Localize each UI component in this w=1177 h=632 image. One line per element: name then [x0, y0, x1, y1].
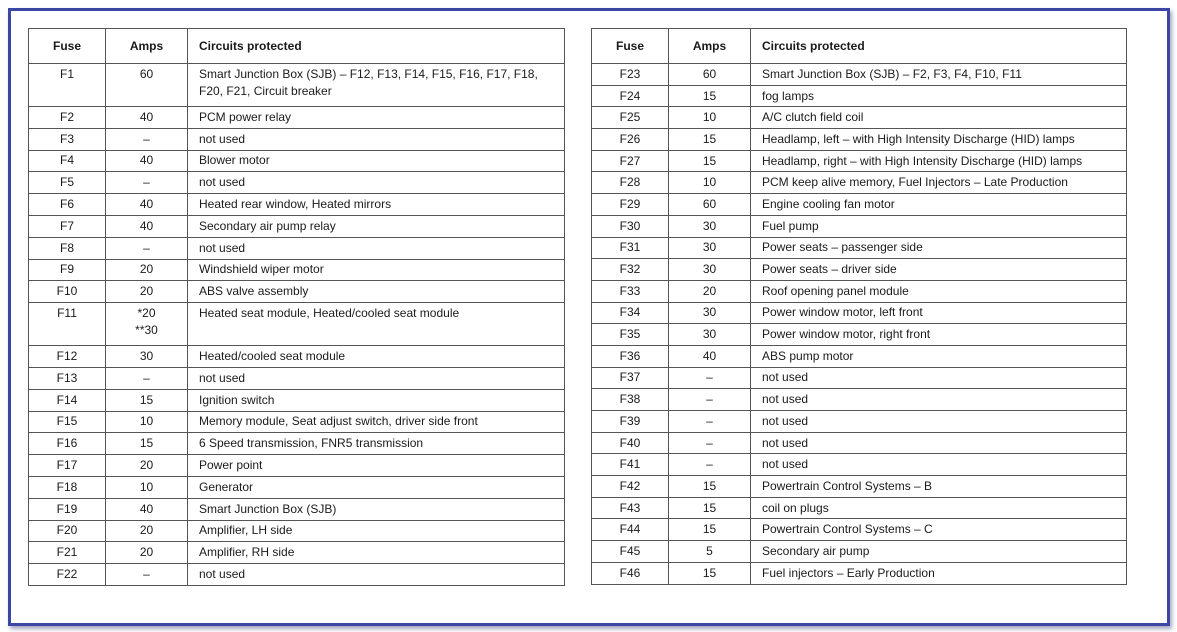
cell-amps: 40 — [106, 107, 188, 129]
cell-amps: – — [106, 128, 188, 150]
cell-circuits: Blower motor — [188, 150, 565, 172]
cell-amps: 15 — [669, 85, 751, 107]
cell-fuse: F38 — [592, 389, 669, 411]
fuse-table-left — [28, 28, 565, 586]
cell-amps: 15 — [669, 497, 751, 519]
table-header-row — [592, 29, 1127, 64]
cell-circuits: Heated seat module, Heated/cooled seat module — [188, 303, 565, 346]
table-row — [592, 107, 1127, 129]
cell-fuse: F37 — [592, 367, 669, 389]
cell-fuse: F14 — [29, 389, 106, 411]
cell-circuits: Smart Junction Box (SJB) – F2, F3, F4, F10, F11 — [751, 64, 1127, 86]
table-row — [592, 411, 1127, 433]
cell-fuse: F19 — [29, 498, 106, 520]
cell-fuse: F36 — [592, 345, 669, 367]
table-row — [592, 519, 1127, 541]
cell-fuse: F29 — [592, 194, 669, 216]
cell-amps: 15 — [669, 519, 751, 541]
cell-circuits: Fuel pump — [751, 215, 1127, 237]
cell-amps: 15 — [669, 562, 751, 584]
table-row — [29, 367, 565, 389]
cell-circuits: Memory module, Seat adjust switch, driver side front — [188, 411, 565, 433]
cell-fuse: F20 — [29, 520, 106, 542]
table-row — [29, 194, 565, 216]
cell-fuse: F43 — [592, 497, 669, 519]
table-row — [592, 324, 1127, 346]
cell-fuse: F45 — [592, 541, 669, 563]
table-header-row — [29, 29, 565, 64]
cell-fuse: F6 — [29, 194, 106, 216]
cell-fuse: F39 — [592, 411, 669, 433]
fuse-table-right — [591, 28, 1127, 585]
table-row — [592, 259, 1127, 281]
cell-amps: 20 — [669, 280, 751, 302]
cell-fuse: F1 — [29, 64, 106, 107]
cell-amps: 15 — [669, 129, 751, 151]
cell-circuits: fog lamps — [751, 85, 1127, 107]
cell-circuits: Power seats – passenger side — [751, 237, 1127, 259]
cell-fuse: F32 — [592, 259, 669, 281]
table-row — [592, 237, 1127, 259]
cell-fuse: F44 — [592, 519, 669, 541]
cell-circuits: coil on plugs — [751, 497, 1127, 519]
table-row — [29, 346, 565, 368]
cell-amps: 10 — [106, 411, 188, 433]
table-row — [29, 64, 565, 107]
cell-circuits: Smart Junction Box (SJB) – F12, F13, F14, F15, F16, F17, F18, F20, F21, Circuit breaker — [188, 64, 565, 107]
cell-amps: 40 — [669, 345, 751, 367]
cell-circuits: not used — [188, 564, 565, 586]
cell-fuse: F28 — [592, 172, 669, 194]
table-row — [592, 129, 1127, 151]
cell-circuits: 6 Speed transmission, FNR5 transmission — [188, 433, 565, 455]
cell-amps: 15 — [106, 433, 188, 455]
cell-fuse: F46 — [592, 562, 669, 584]
cell-amps: – — [669, 367, 751, 389]
cell-circuits: Amplifier, RH side — [188, 542, 565, 564]
table-row — [592, 85, 1127, 107]
cell-fuse: F23 — [592, 64, 669, 86]
cell-amps: 30 — [669, 215, 751, 237]
table-row — [592, 172, 1127, 194]
table-row — [592, 541, 1127, 563]
cell-fuse: F34 — [592, 302, 669, 324]
table-row — [29, 433, 565, 455]
table-row — [29, 281, 565, 303]
cell-fuse: F40 — [592, 432, 669, 454]
table-row — [592, 194, 1127, 216]
cell-amps: 15 — [669, 476, 751, 498]
header-fuse: Fuse — [29, 29, 106, 64]
cell-fuse: F31 — [592, 237, 669, 259]
cell-amps: – — [106, 367, 188, 389]
cell-circuits: Power window motor, right front — [751, 324, 1127, 346]
cell-circuits: Fuel injectors – Early Production — [751, 562, 1127, 584]
table-row — [592, 432, 1127, 454]
cell-amps: 20 — [106, 281, 188, 303]
cell-fuse: F3 — [29, 128, 106, 150]
cell-circuits: not used — [188, 237, 565, 259]
cell-amps: 10 — [669, 107, 751, 129]
cell-fuse: F18 — [29, 476, 106, 498]
cell-fuse: F5 — [29, 172, 106, 194]
cell-amps: 20 — [106, 542, 188, 564]
cell-fuse: F27 — [592, 150, 669, 172]
cell-fuse: F13 — [29, 367, 106, 389]
cell-amps: – — [669, 454, 751, 476]
header-circuits: Circuits protected — [751, 29, 1127, 64]
cell-amps: – — [106, 564, 188, 586]
table-row — [29, 411, 565, 433]
table-row — [592, 280, 1127, 302]
cell-circuits: Engine cooling fan motor — [751, 194, 1127, 216]
table-row — [592, 497, 1127, 519]
cell-amps: 30 — [669, 302, 751, 324]
table-row — [592, 345, 1127, 367]
cell-fuse: F22 — [29, 564, 106, 586]
cell-circuits: ABS pump motor — [751, 345, 1127, 367]
header-fuse: Fuse — [592, 29, 669, 64]
cell-circuits: Powertrain Control Systems – C — [751, 519, 1127, 541]
cell-circuits: Amplifier, LH side — [188, 520, 565, 542]
cell-circuits: not used — [751, 367, 1127, 389]
cell-amps: 5 — [669, 541, 751, 563]
table-row — [29, 259, 565, 281]
table-row — [592, 215, 1127, 237]
cell-amps: 30 — [669, 259, 751, 281]
cell-fuse: F30 — [592, 215, 669, 237]
cell-amps: 60 — [669, 64, 751, 86]
cell-circuits: Generator — [188, 476, 565, 498]
cell-amps: 20 — [106, 259, 188, 281]
cell-circuits: Ignition switch — [188, 389, 565, 411]
cell-fuse: F10 — [29, 281, 106, 303]
cell-circuits: ABS valve assembly — [188, 281, 565, 303]
cell-fuse: F15 — [29, 411, 106, 433]
cell-fuse: F33 — [592, 280, 669, 302]
cell-amps: 40 — [106, 194, 188, 216]
cell-fuse: F2 — [29, 107, 106, 129]
cell-circuits: Roof opening panel module — [751, 280, 1127, 302]
cell-circuits: Heated/cooled seat module — [188, 346, 565, 368]
table-row — [592, 150, 1127, 172]
table-row — [29, 237, 565, 259]
cell-circuits: not used — [188, 367, 565, 389]
cell-fuse: F26 — [592, 129, 669, 151]
cell-circuits: Headlamp, right – with High Intensity Discharge (HID) lamps — [751, 150, 1127, 172]
cell-circuits: A/C clutch field coil — [751, 107, 1127, 129]
cell-circuits: Heated rear window, Heated mirrors — [188, 194, 565, 216]
cell-amps: 30 — [669, 324, 751, 346]
cell-amps: 30 — [669, 237, 751, 259]
table-row — [29, 389, 565, 411]
cell-fuse: F12 — [29, 346, 106, 368]
cell-circuits: Power seats – driver side — [751, 259, 1127, 281]
cell-circuits: PCM power relay — [188, 107, 565, 129]
cell-amps: – — [669, 432, 751, 454]
cell-fuse: F25 — [592, 107, 669, 129]
table-row — [592, 562, 1127, 584]
header-amps: Amps — [106, 29, 188, 64]
cell-circuits: not used — [751, 454, 1127, 476]
cell-fuse: F11 — [29, 303, 106, 346]
table-row — [592, 476, 1127, 498]
cell-fuse: F41 — [592, 454, 669, 476]
table-row — [29, 455, 565, 477]
cell-fuse: F24 — [592, 85, 669, 107]
cell-circuits: not used — [188, 128, 565, 150]
cell-fuse: F17 — [29, 455, 106, 477]
table-row — [29, 107, 565, 129]
cell-circuits: Power point — [188, 455, 565, 477]
cell-circuits: Power window motor, left front — [751, 302, 1127, 324]
cell-amps: 40 — [106, 215, 188, 237]
cell-amps: 15 — [669, 150, 751, 172]
table-row — [592, 367, 1127, 389]
cell-amps: 15 — [106, 389, 188, 411]
cell-fuse: F8 — [29, 237, 106, 259]
cell-amps: – — [669, 411, 751, 433]
header-circuits: Circuits protected — [188, 29, 565, 64]
cell-fuse: F9 — [29, 259, 106, 281]
cell-fuse: F7 — [29, 215, 106, 237]
cell-amps: 20 — [106, 520, 188, 542]
cell-circuits: Smart Junction Box (SJB) — [188, 498, 565, 520]
cell-circuits: not used — [751, 389, 1127, 411]
cell-amps: 40 — [106, 498, 188, 520]
cell-amps: 10 — [669, 172, 751, 194]
table-row — [592, 389, 1127, 411]
cell-amps: – — [669, 389, 751, 411]
cell-circuits: Powertrain Control Systems – B — [751, 476, 1127, 498]
cell-amps — [106, 303, 188, 346]
cell-amps: 10 — [106, 476, 188, 498]
cell-circuits: Secondary air pump — [751, 541, 1127, 563]
table-row — [29, 476, 565, 498]
cell-fuse: F21 — [29, 542, 106, 564]
table-row — [592, 64, 1127, 86]
cell-circuits: Headlamp, left – with High Intensity Discharge (HID) lamps — [751, 129, 1127, 151]
cell-fuse: F16 — [29, 433, 106, 455]
cell-circuits: not used — [188, 172, 565, 194]
cell-circuits: not used — [751, 432, 1127, 454]
table-row — [29, 542, 565, 564]
cell-amps: 20 — [106, 455, 188, 477]
cell-amps: 60 — [106, 64, 188, 107]
cell-amps-value: *20 — [137, 306, 156, 321]
cell-fuse: F4 — [29, 150, 106, 172]
table-row — [592, 454, 1127, 476]
cell-circuits: Windshield wiper motor — [188, 259, 565, 281]
cell-amps: – — [106, 237, 188, 259]
table-row — [29, 150, 565, 172]
table-row — [29, 215, 565, 237]
table-row — [29, 172, 565, 194]
table-row — [29, 128, 565, 150]
cell-circuits: Secondary air pump relay — [188, 215, 565, 237]
header-amps: Amps — [669, 29, 751, 64]
cell-fuse: F42 — [592, 476, 669, 498]
table-row — [29, 520, 565, 542]
cell-amps-value-alt: **30 — [135, 323, 158, 338]
cell-fuse: F35 — [592, 324, 669, 346]
table-row — [29, 303, 565, 346]
cell-amps: – — [106, 172, 188, 194]
cell-circuits: not used — [751, 411, 1127, 433]
cell-amps: 60 — [669, 194, 751, 216]
cell-circuits: PCM keep alive memory, Fuel Injectors – Late Production — [751, 172, 1127, 194]
table-row — [29, 498, 565, 520]
table-row — [592, 302, 1127, 324]
cell-amps: 30 — [106, 346, 188, 368]
table-row — [29, 564, 565, 586]
cell-amps: 40 — [106, 150, 188, 172]
